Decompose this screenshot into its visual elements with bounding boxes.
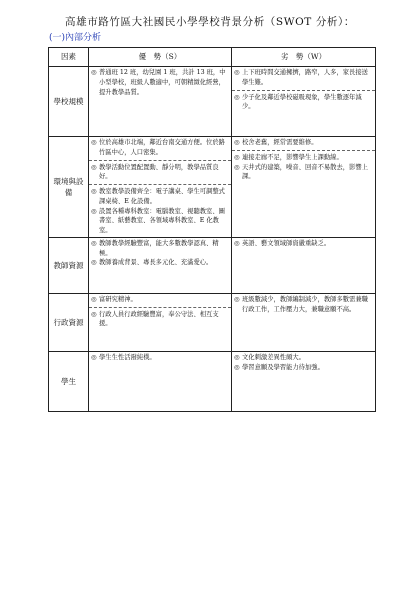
header-strength: 優 勢（S）	[89, 48, 232, 67]
bullet-icon: ◎	[91, 207, 97, 215]
bullet-icon: ◎	[91, 310, 97, 318]
bullet-icon: ◎	[91, 188, 97, 195]
header-weakness: 劣 勢（W）	[232, 48, 376, 67]
dashed-divider	[232, 90, 375, 91]
item-text: 設置各種專科教室：電腦教室、視聽教室、圖書室、紙藝教室、各領域專科教室、E 化教室。	[99, 207, 225, 234]
strength-cell	[89, 351, 232, 411]
factor-label: 教師資源	[53, 260, 84, 270]
item-text: 教師養成背景、專長多元化、充滿愛心。	[99, 259, 213, 267]
list-item	[91, 138, 229, 158]
item-text: 文化刺激差異性頗大。	[242, 353, 305, 361]
item-text: 少子化及鄰近學校磁吸現象，學生數逐年減少。	[242, 93, 362, 111]
item-text: 校舍老舊，經常需要維修。	[242, 139, 318, 146]
list-item	[91, 295, 229, 305]
list-item	[234, 239, 373, 249]
list-item	[234, 153, 373, 163]
list-item	[234, 353, 373, 363]
header-factor: 因素	[49, 48, 89, 67]
bullet-icon: ◎	[234, 363, 240, 371]
weakness-cell	[232, 237, 376, 293]
bullet-icon: ◎	[91, 163, 97, 171]
dashed-divider	[89, 160, 231, 161]
dashed-divider	[89, 184, 231, 185]
table-row	[49, 137, 376, 238]
factor-cell	[49, 67, 89, 137]
list-item	[91, 163, 229, 183]
item-text: 天井式的建築，噪音、回音不易散去，影響上課。	[242, 163, 368, 181]
swot-table	[48, 47, 376, 412]
bullet-icon: ◎	[91, 239, 97, 247]
strength-cell	[89, 237, 232, 293]
bullet-icon: ◎	[234, 295, 240, 303]
document-title: 高雄市路竹區大社國民小學學校背景分析（SWOT 分析）：	[65, 16, 355, 28]
item-text: 行政人員行政經驗豐富，奉公守法、相互支援。	[99, 310, 219, 328]
list-item	[91, 258, 229, 268]
bullet-icon: ◎	[234, 139, 240, 146]
dashed-divider	[89, 307, 231, 308]
list-item	[234, 295, 373, 315]
list-item	[234, 93, 373, 113]
dashed-divider	[232, 150, 375, 151]
item-text: 位於高雄市北端，鄰近台南交通方便。位於路竹區中心，人口密集。	[99, 139, 225, 156]
list-item	[234, 363, 373, 373]
list-item	[91, 187, 229, 207]
item-text: 教室教學設備齊全：電子講桌、學生可調整式課桌椅、E 化設備。	[99, 188, 225, 205]
table-row	[49, 351, 376, 411]
list-item	[234, 68, 373, 88]
table-row	[49, 237, 376, 293]
item-text: 學生生性活潑純樸。	[99, 353, 156, 361]
bullet-icon: ◎	[91, 295, 97, 303]
item-text: 上下班時間交通擁擠，路窄，人多，家長接送學生難。	[242, 69, 368, 86]
item-text: 富研究精神。	[99, 295, 137, 303]
item-text: 普通班 12 班，幼兒園 1 班，共計 13 班，中小型學校，班級人數適中，可朝精緻化經營，提升教學品質。	[99, 69, 226, 96]
table-header-row	[49, 48, 376, 67]
item-text: 教學活動位置配置動、靜分明，教學品質良好。	[99, 163, 219, 181]
bullet-icon: ◎	[234, 239, 240, 247]
list-item	[234, 163, 373, 183]
factor-cell	[49, 351, 89, 411]
item-text: 連接走廊不足，影響學生上課動線。	[242, 153, 343, 161]
bullet-icon: ◎	[234, 153, 240, 161]
bullet-icon: ◎	[91, 353, 97, 361]
item-text: 班級數減少，教師編制減少，教師多數需兼職行政工作，工作壓力大，兼職意願不高。	[242, 295, 368, 313]
factor-cell	[49, 137, 89, 238]
bullet-icon: ◎	[234, 93, 240, 101]
strength-cell	[89, 67, 232, 137]
weakness-cell	[232, 351, 376, 411]
bullet-icon: ◎	[234, 353, 240, 361]
section-subtitle: (一)內部分析	[49, 33, 102, 43]
strength-cell	[89, 137, 232, 238]
list-item	[91, 310, 229, 330]
list-item	[234, 138, 373, 148]
bullet-icon: ◎	[91, 139, 97, 146]
item-text: 教師教學經驗豐富，能大多數教學認真、精極。	[99, 239, 219, 257]
list-item	[91, 68, 229, 97]
list-item	[91, 353, 229, 363]
factor-cell	[49, 237, 89, 293]
bullet-icon: ◎	[91, 69, 97, 76]
factor-label: 行政資源	[53, 317, 84, 327]
item-text: 學習意願及學習能力待加強。	[242, 363, 324, 371]
table-row	[49, 67, 376, 137]
bullet-icon: ◎	[234, 163, 240, 171]
weakness-cell	[232, 137, 376, 238]
swot-table-body	[49, 67, 376, 412]
bullet-icon: ◎	[91, 259, 97, 267]
weakness-cell	[232, 293, 376, 351]
factor-label: 環境與設備	[53, 176, 84, 197]
factor-cell	[49, 293, 89, 351]
weakness-cell	[232, 67, 376, 137]
item-text: 英語、藝文領域師資嚴重缺乏。	[242, 239, 331, 247]
factor-label: 學生	[61, 376, 76, 386]
bullet-icon: ◎	[234, 69, 240, 76]
strength-cell	[89, 293, 232, 351]
list-item	[91, 207, 229, 236]
factor-label: 學校規模	[53, 96, 84, 106]
table-row	[49, 293, 376, 351]
list-item	[91, 239, 229, 259]
